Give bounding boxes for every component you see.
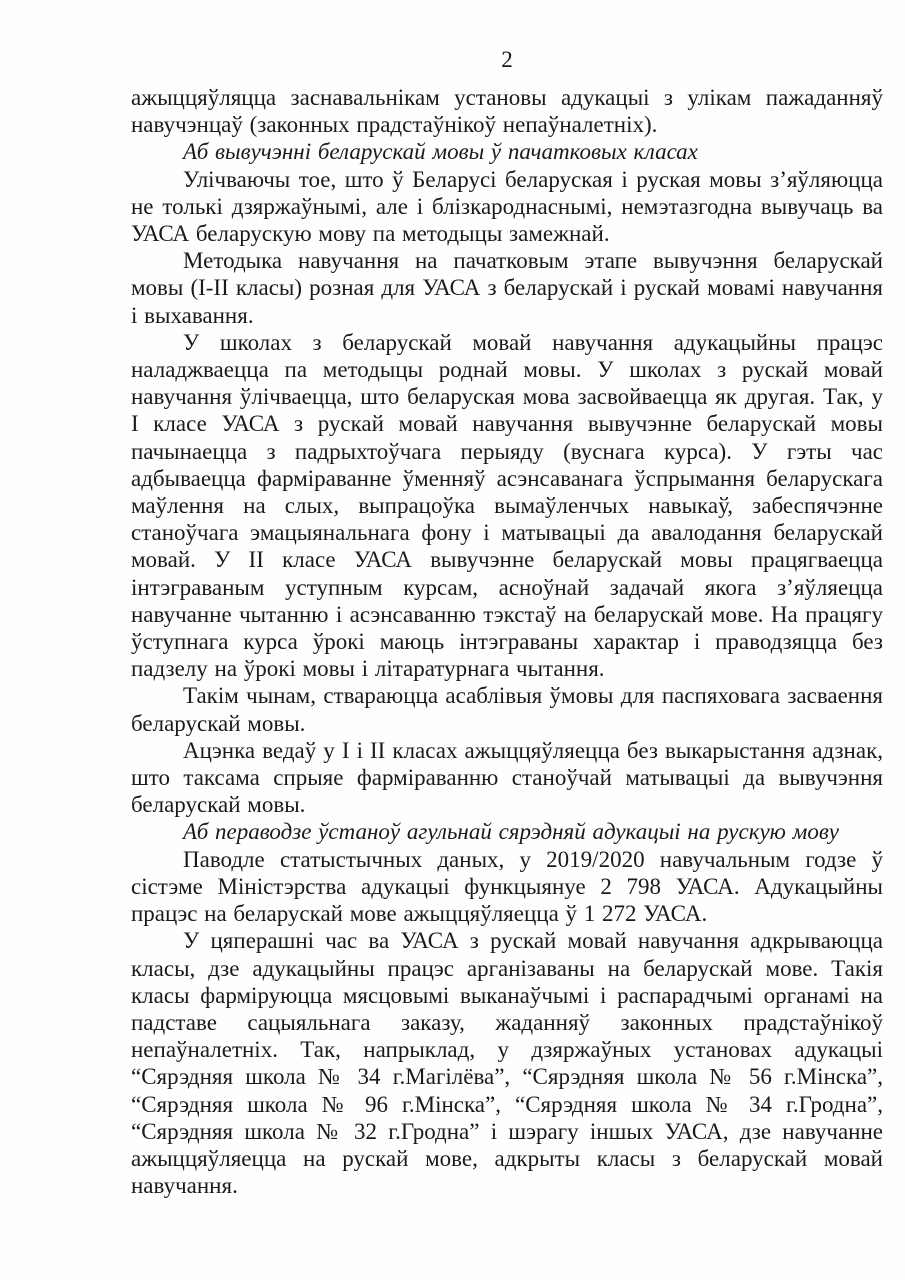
body-paragraph: Методыка навучання на пачатковым этапе вывучэння беларускай мовы (I-II класы) розная для УАСА з беларускай і рускай мовамі навучання і выхавання. — [131, 248, 883, 328]
body-paragraph: Ацэнка ведаў у I і II класах ажыццяўляецца без выкарыстання адзнак, што таксама спрыяе фарміраванню станоўчай матывацыі да вывучэння беларускай мовы. — [131, 737, 883, 818]
body-paragraph: Улічваючы тое, што ў Беларусі беларуская і руская мовы з’яўляюцца не толькі дзяржаўнымі, але і блізкароднаснымі, немэтазгодна вывучаць ва УАСА беларускую мову па методыцы замежнай. — [131, 166, 883, 247]
section-heading: Аб вывучэнні беларускай мовы ў пачатковых класах — [183, 139, 698, 165]
body-paragraph: Такім чынам, ствараюцца асаблівыя ўмовы для паспяховага засваення беларускай мовы. — [131, 683, 883, 736]
body-paragraph: Паводле статыстычных даных, у 2019/2020 навучальным годзе ў сістэме Міністэрства адукацыі функцыянуе 2 798 УАСА. Адукацыйны працэс на беларускай мове ажыццяўляецца ў 1 272 УАСА. — [131, 846, 883, 927]
body-paragraph: ажыццяўляцца заснавальнікам установы адукацыі з улікам пажаданняў навучэнцаў (законных прадстаўнікоў непаўналетніх). — [131, 85, 883, 138]
document-content — [131, 84, 883, 1199]
body-paragraph: У цяперашні час ва УАСА з рускай мовай навучання адкрываюцца класы, дзе адукацыйны працэс арганізаваны на беларускай мове. Такія класы фарміруюцца мясцовымі выканаўчымі і распарадчымі органамі на падставе сацыяльнага заказу, жаданняў законных прадстаўнікоў непаўналетніх. Так, напрыклад, у дзяржаўных установах адукацыі “Сярэдняя школа № 34 г.Магілёва”, “Сярэдняя школа № 56 г.Мінска”, “Сярэдняя школа № 96 г.Мінска”, “Сярэдняя школа № 34 г.Гродна”, “Сярэдняя школа № 32 г.Гродна” і шэрагу іншых УАСА, дзе навучанне ажыццяўляецца на рускай мове, адкрыты класы з беларускай мовай навучання. — [131, 928, 883, 1199]
page-number: 2 — [501, 47, 513, 72]
body-paragraph: У школах з беларускай мовай навучання адукацыйны працэс наладжваецца па методыцы роднай мовы. У школах з рускай мовай навучання ўлічваецца, што беларуская мова засвойваецца як другая. Так, у I класе УАСА з рускай мовай навучання вывучэнне беларускай мовы пачынаецца з падрыхтоўчага перыяду (вуснага курса). У гэты час адбываецца фарміраванне ўменняў асэнсаванага ўспрымання беларускага маўлення на слых, выпрацоўка вымаўленчых навыкаў, забеспячэнне станоўчага эмацыянальнага фону і матывацыі да авалодання беларускай мовай. У II класе УАСА вывучэнне беларускай мовы працягваецца інтэграваным уступным курсам, асноўнай задачай якога з’яўляецца навучанне чытанню і асэнсаванню тэкстаў на беларускай мове. На працягу ўступнага курса ўрокі маюць інтэграваны характар і праводзяцца без падзелу на ўрокі мовы і літаратурнага чытання. — [131, 329, 883, 682]
section-heading: Аб пераводзе ўстаноў агульнай сярэдняй адукацыі на рускую мову — [183, 819, 840, 845]
